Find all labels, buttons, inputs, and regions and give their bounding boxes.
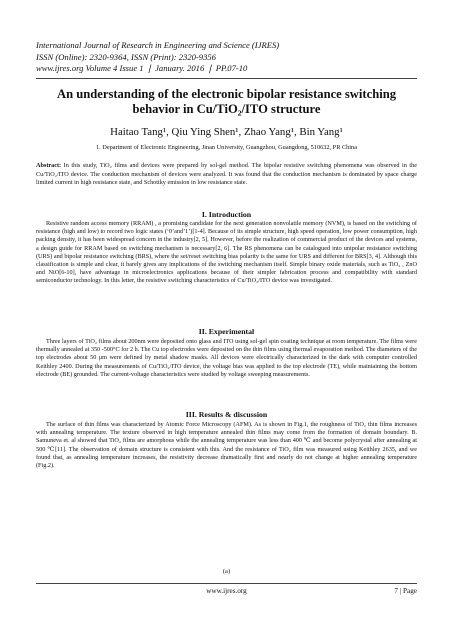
- section-body-introduction: Resistive random access memory (RRAM) , a promising candidate for the next generation nonvolatile memory (NVM), is based on the switching of resistance (high and low) to record two logic states (‘0’and’1’)[1-4]. Because of its simple structure, high speed operation, low power consumption, high packing density, it has been widespread concern in the industry[2, 5]. However, before the realization of commercial product of the devices and systems, a design guide for RRAM based on switching mechanism is necessary[2, 6]. The RS phenomena can be catalogued into unipolar resistance switching (URS) and bipolar resistance switching (BRS), where the set/reset switching bias polarity is the same for URS and different for BRS[3, 4]. Although this classification is simple and clear, it barely gives any implications of the switching mechanism itself. Simple binary oxide materials, such as TiO₂ , ZnO and NiO[6-10], have advantage in microelectronics applications because of their simpler fabrication process and compatibility with standard semiconductor technology. In this letter, the resistive switching characteristics of Cu/TiO₂/ITO device was investigated.: [36, 220, 417, 285]
- journal-issn: ISSN (Online): 2320-9364, ISSN (Print): 2320-9356: [36, 51, 216, 62]
- figure-label: (a): [222, 568, 231, 575]
- paper-title: [36, 87, 417, 116]
- abstract: [36, 162, 417, 188]
- author-list: Haitao Tang¹, Qiu Ying Shen¹, Zhao Yang¹, Bin Yang¹: [110, 126, 343, 138]
- section-heading-results: III. Results & discussion: [185, 410, 268, 419]
- title-line-2: behavior in Cu/TiO₂/ITO structure: [132, 101, 321, 116]
- journal-volume: www.ijres.org Volume 4 Issue 1 ❘ January. 2016 ❘ PP.07-10: [36, 63, 248, 74]
- footer-rule: [36, 583, 417, 584]
- page-number: 7 | Page: [394, 587, 417, 595]
- abstract-label: Abstract:: [36, 162, 62, 169]
- footer-url: www.ijres.org: [206, 587, 247, 595]
- abstract-text: In this study, TiO₂ films and devices were prepared by sol-gel method. The bipolar resistive switching phenomena was observed in the Cu/TiO₂/ITO device. The conduction mechanism of devices were analyzed. It was found that the conduction mechanism is dominated by space charge limited current in high resistance state, and Schottky emission in low resistance state.: [36, 162, 417, 187]
- section-heading-experimental: II. Experimental: [198, 327, 255, 336]
- page-footer: [36, 587, 417, 599]
- journal-header: [36, 40, 416, 75]
- section-body-experimental: Three layers of TiO₂ films about 200nm were deposited onto glass and ITO using sol-gel spin coating technique at room temperature. The films were thermally annealed at 350 -500°C for 2 h. The Cu top electrodes were deposited on the thin films using thermal evaporation method. The diameters of the top electrodes about 50 μm were defined by metal shadow masks. All devices were electrically characterized in the dark with computer controlled Keithley 2400. During the measurements of Cu/TiO₂/ITO device, the voltage bias was applied to the top electrode (TE), while maintaining the bottom electrode (BE) grounded. The current-voltage characteristics were studied by voltage sweeping measurements.: [36, 338, 417, 378]
- section-heading-introduction: I. Introduction: [201, 210, 252, 219]
- affiliation: 1. Department of Electronic Engineering, Jinan University, Guangzhou, Guangdong, 510632, PR China: [95, 144, 358, 151]
- section-body-results: The surface of thin films was characterized by Atomic Force Microscopy (AFM). As is shown in Fig.1, the roughness of TiO₂ thin films increases with annealing temperature. The texture observed in high temperature annealed thin films may come from the formation of domain boundary. B. Samuneva et. al showed that TiO₂ films are amorphous while the annealing temperature was less than 400 ℃ and become polycrystal after annealing at 500 ℃[11]. The observation of domain structure is consistent with this. And the resistance of TiO₂ film was measured using Keithley 2635, and we found that, as annealing temperature increases, the resistivity decrease dramatically first and nearly do not change at higher annealing temperature (Fig.2).: [36, 421, 417, 470]
- title-line-1: An understanding of the electronic bipolar resistance switching: [57, 87, 396, 101]
- header-rule: [36, 78, 417, 79]
- journal-name: International Journal of Research in Engineering and Science (IJRES): [36, 40, 280, 50]
